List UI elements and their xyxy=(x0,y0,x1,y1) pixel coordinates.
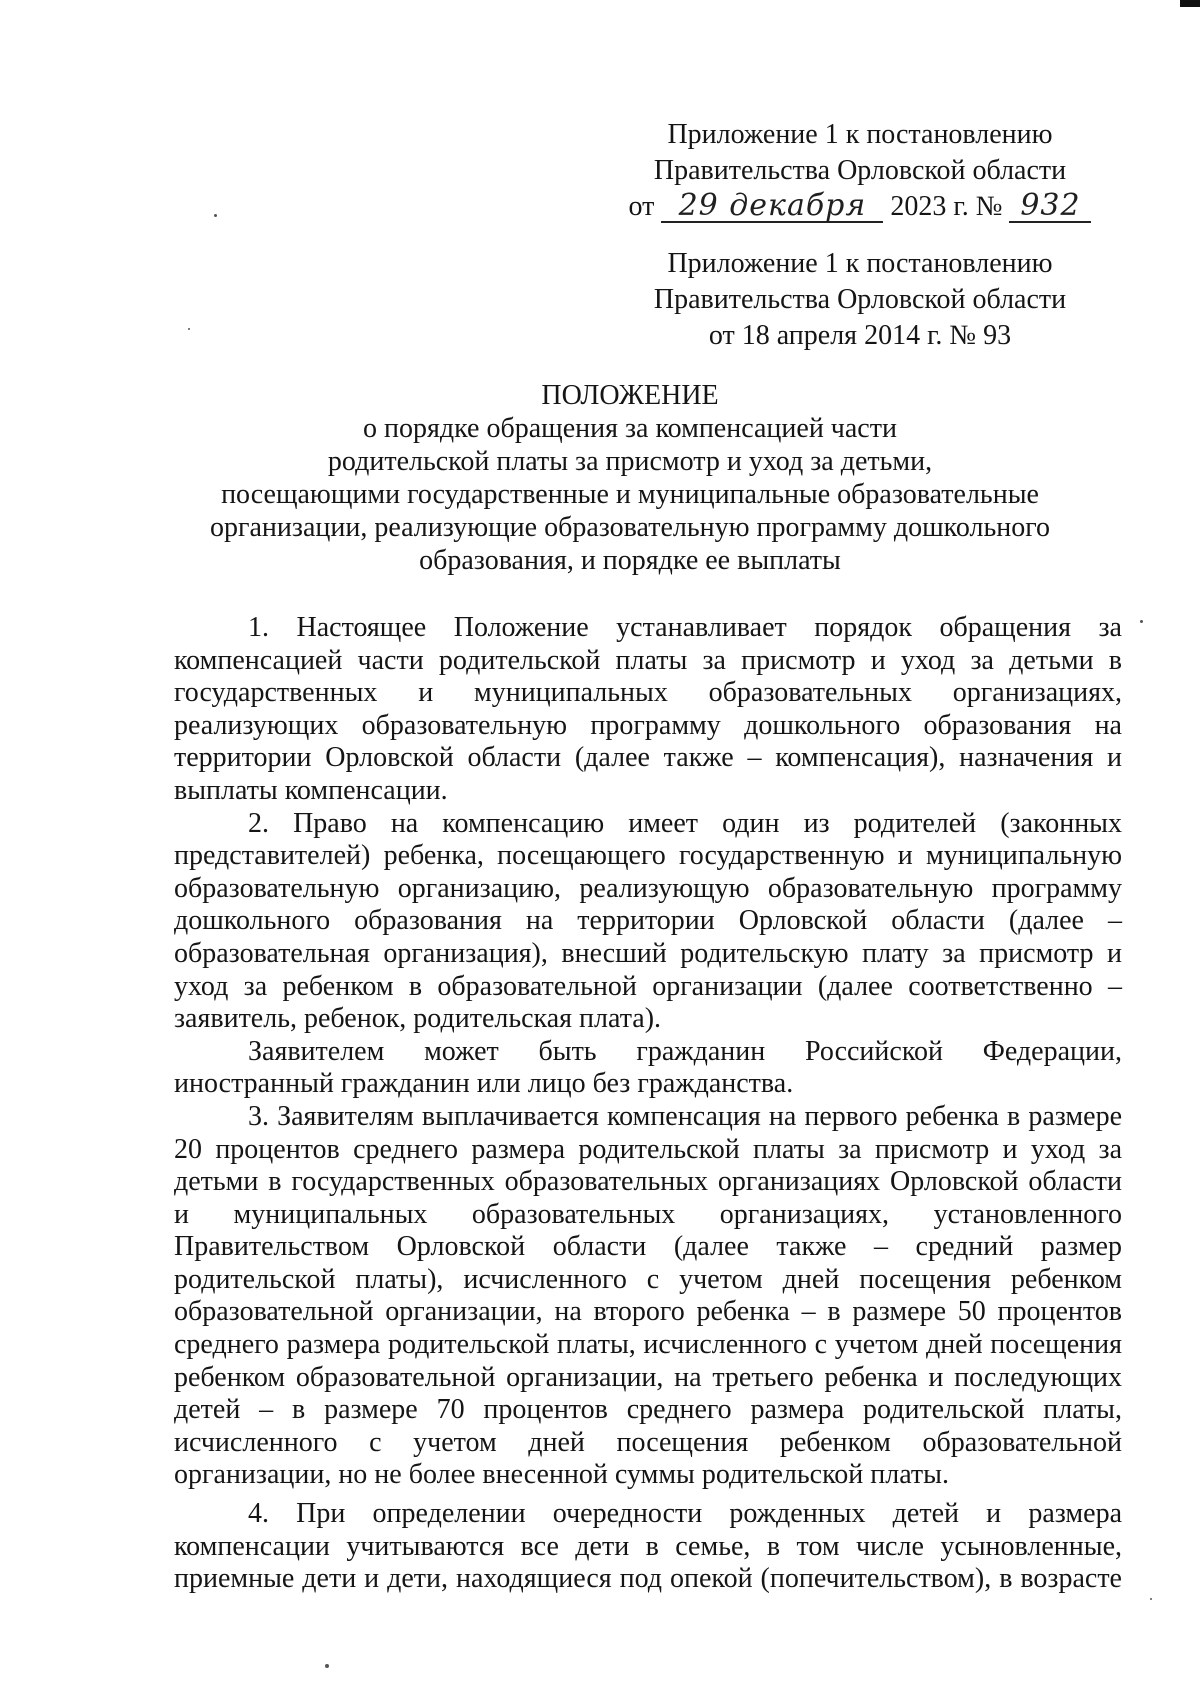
appendix-original-block xyxy=(600,246,1120,354)
scan-speck xyxy=(325,1664,329,1668)
title-subtitle-line: родительской платы за присмотр и уход за детьми, xyxy=(327,446,933,477)
title-subtitle-line: организации, реализующие образовательную программу дошкольного xyxy=(210,512,1050,543)
document-title xyxy=(170,379,1090,577)
appendix-original-line2: Правительства Орловской области xyxy=(653,284,1067,315)
handwritten-date: 29 декабря xyxy=(661,191,883,223)
appendix-current-date-line xyxy=(600,189,1120,225)
paragraph-2-note: Заявителем может быть гражданин Российской Федерации, иностранный гражданин или лицо без гражданства. xyxy=(174,1035,1122,1100)
scan-speck xyxy=(1150,1598,1152,1600)
scan-speck xyxy=(188,328,190,330)
paragraph-4: 4. При определении очередности рожденных детей и размера компенсации учитываются все дети в семье, в том числе усыновленные, приемные дети и дети, находящиеся под опекой (попечительством), в возрасте xyxy=(174,1498,1122,1595)
paragraph-2: 2. Право на компенсацию имеет один из родителей (законных представителей) ребенка, посещающего государственную и муниципальную образовательную организацию, реализующую образовательную программу дошкольного образования на территории Орловской области (далее – образовательная организация), внесший родительскую плату за присмотр и уход за ребенком в образовательной организации (далее соответственно – заявитель, ребенок, родительская плата). xyxy=(174,807,1122,1035)
paragraph-3: 3. Заявителям выплачивается компенсация на первого ребенка в размере 20 процентов среднего размера родительской платы за присмотр и уход за детьми в государственных образовательных организациях Орловской области и муниципальных образовательных организациях, установленного Правительством Орловской области (далее также – средний размер родительской платы), исчисленного с учетом дней посещения ребенком образовательной организации, на второго ребенка – в размере 50 процентов среднего размера родительской платы, исчисленного с учетом дней посещения ребенком образовательной организации, на третьего ребенка и последующих детей – в размере 70 процентов среднего размера родительской платы, исчисленного с учетом дней посещения ребенком образовательной организации, но не более внесенной суммы родительской платы. xyxy=(174,1100,1122,1491)
appendix-current-line1: Приложение 1 к постановлению xyxy=(667,119,1053,150)
title-subtitle-line: о порядке обращения за компенсацией части xyxy=(363,413,897,444)
scan-speck xyxy=(1140,620,1143,623)
scan-corner-mark xyxy=(1180,0,1200,7)
appendix-current-line2: Правительства Орловской области xyxy=(653,155,1067,186)
appendix-original-line1: Приложение 1 к постановлению xyxy=(667,248,1053,279)
document-body xyxy=(174,612,1122,1596)
appendix-original-line3: от 18 апреля 2014 г. № 93 xyxy=(708,320,1012,351)
year-label: 2023 г. № xyxy=(890,191,1003,222)
handwritten-number: 932 xyxy=(1009,191,1091,223)
title-heading: ПОЛОЖЕНИЕ xyxy=(541,380,719,411)
appendix-current-block xyxy=(600,117,1120,225)
paragraph-1: 1. Настоящее Положение устанавливает порядок обращения за компенсацией части родительской платы за присмотр и уход за детьми в государственных и муниципальных образовательных организациях, реализующих образовательную программу дошкольного образования на территории Орловской области (далее также – компенсация), назначения и выплаты компенсации. xyxy=(174,612,1122,806)
scan-speck xyxy=(214,214,217,217)
title-subtitle-line: посещающими государственные и муниципальные образовательные xyxy=(221,479,1039,510)
title-subtitle-line: образования, и порядке ее выплаты xyxy=(419,545,841,576)
from-label: от xyxy=(628,191,655,222)
